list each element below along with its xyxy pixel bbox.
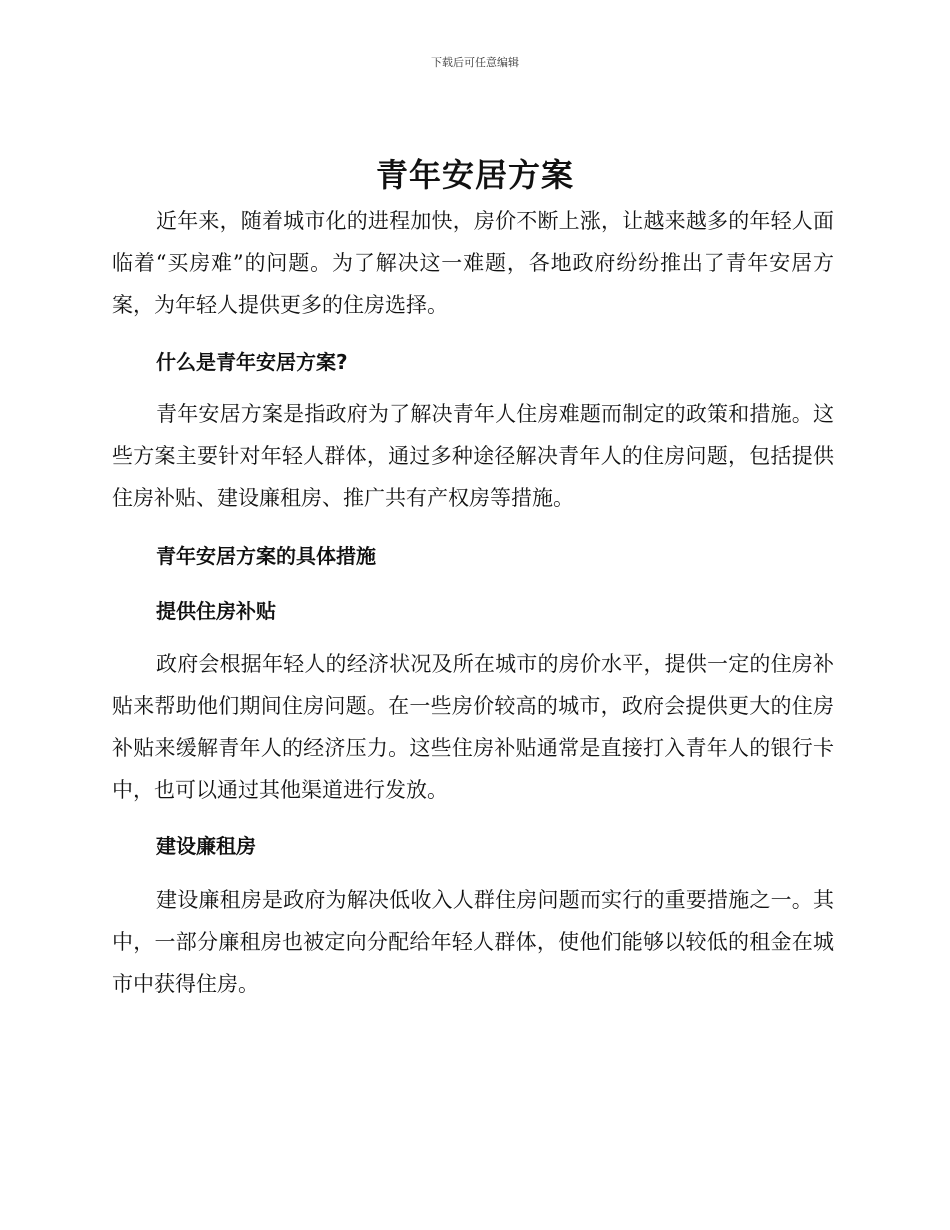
- section-heading-measures: 青年安居方案的具体措施: [156, 544, 376, 568]
- document-title: 青年安居方案: [375, 156, 574, 194]
- subsection-paragraph-low-rent: 建设廉租房是政府为解决低收入人群住房问题而实行的重要措施之一。其中，一部分廉租房也被定向分配给年轻人群体，使他们能够以较低的租金在城市中获得住房。: [112, 888, 834, 996]
- section-paragraph-what-is: 青年安居方案是指政府为了解决青年人住房难题而制定的政策和措施。这些方案主要针对年轻人群体，通过多种途径解决青年人的住房问题，包括提供住房补贴、建设廉租房、推广共有产权房等措施。: [112, 402, 834, 510]
- subsection-paragraph-subsidy: 政府会根据年轻人的经济状况及所在城市的房价水平，提供一定的住房补贴来帮助他们期间住房问题。在一些房价较高的城市，政府会提供更大的住房补贴来缓解青年人的经济压力。这些住房补贴通常是直接打入青年人的银行卡中，也可以通过其他渠道进行发放。: [112, 652, 834, 802]
- section-heading-what-is: 什么是青年安居方案?: [156, 350, 348, 374]
- header-note: 下载后可任意编辑: [431, 56, 519, 69]
- subsection-heading-subsidy: 提供住房补贴: [156, 599, 276, 623]
- subsection-heading-low-rent: 建设廉租房: [156, 834, 256, 858]
- intro-paragraph: 近年来，随着城市化的进程加快，房价不断上涨，让越来越多的年轻人面临着“买房难”的问题。为了解决这一难题，各地政府纷纷推出了青年安居方案，为年轻人提供更多的住房选择。: [112, 209, 834, 317]
